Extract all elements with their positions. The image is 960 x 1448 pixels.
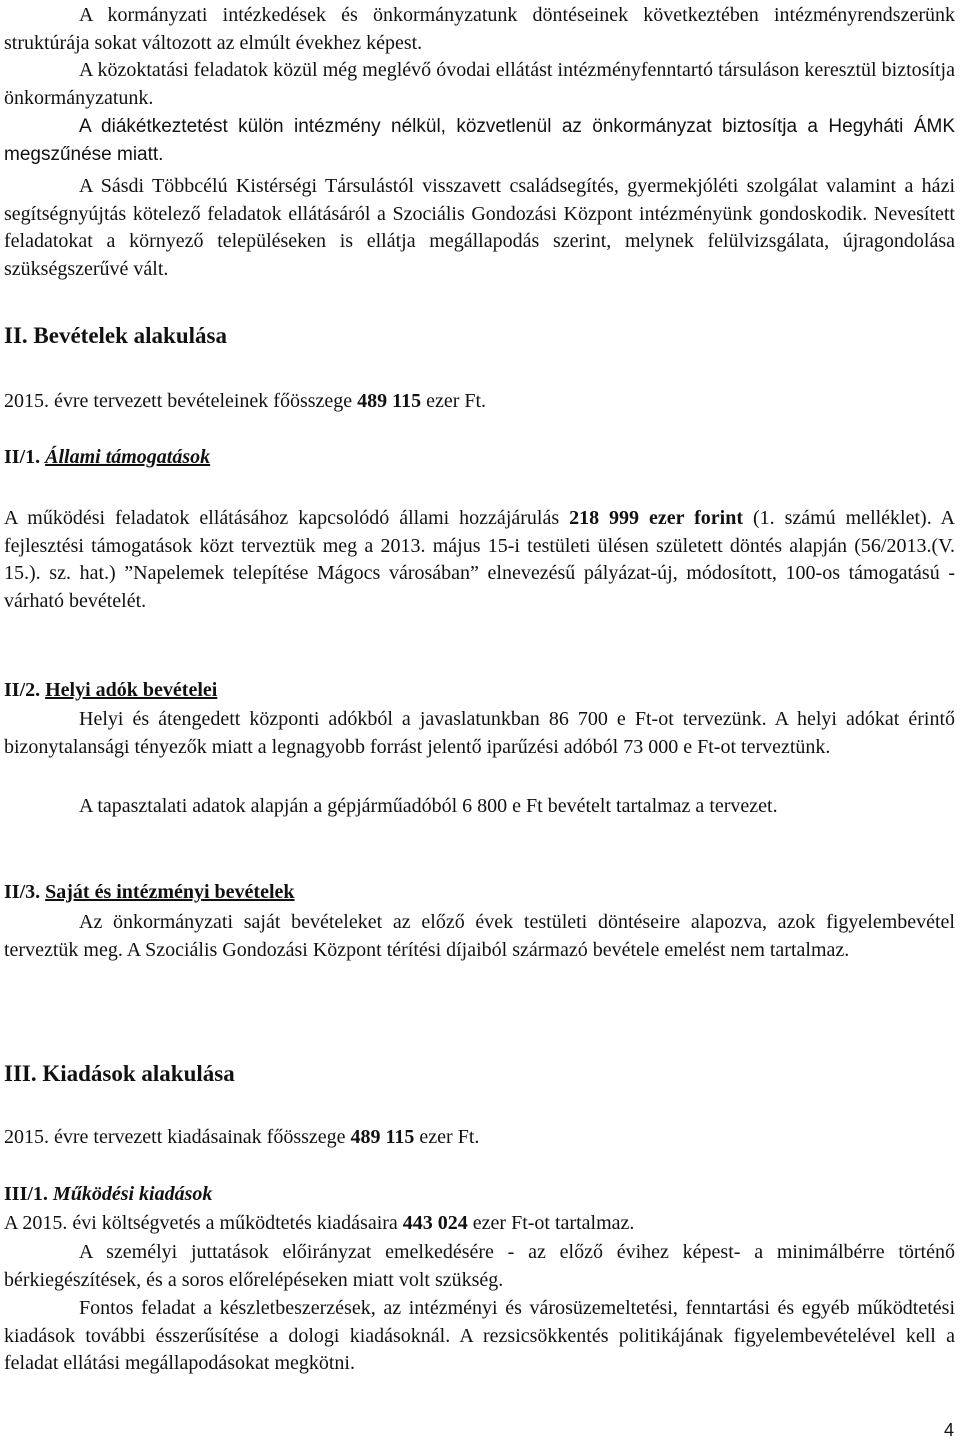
revenue-total-line bbox=[4, 388, 486, 415]
text-segment: A 2015. évi költségvetés a működtetés kiadásaira bbox=[4, 1212, 403, 1234]
section-heading-revenues: II. Bevételek alakulása bbox=[4, 323, 227, 348]
subheading-title: Helyi adók bevételei bbox=[45, 679, 218, 701]
paragraph-vehicle-tax: A tapasztalati adatok alapján a gépjárműadóból 6 800 e Ft bevételt tartalmaz a tervezet. bbox=[79, 795, 778, 817]
text-segment: (1. számú melléklet). A fejlesztési támogatások közt terveztük meg a 2013. május 15-i testületi ülésen született döntés alapján (56/2013.(V. 15.). sz. hat.) ”Napelemek telepítése Mágocs városában” elnevezésű pályázat-új, módosított, 100-os támogatású - várható bevételét. bbox=[4, 507, 956, 612]
subheading-number: II/2. bbox=[4, 679, 46, 701]
expenditure-total-value: 489 115 bbox=[350, 1126, 415, 1148]
state-contribution-amount: 218 999 ezer forint bbox=[569, 507, 743, 529]
subheading-operating-expenses bbox=[4, 1181, 212, 1208]
expenditure-total-line bbox=[4, 1124, 479, 1151]
paragraph-local-taxes: Helyi és átengedett központi adókból a javaslatunkban 86 700 e Ft-ot tervezünk. A helyi adókat érintő bizonytalansági tényezők miatt a legnagyobb forrást jelentő iparűzési adóból 73 000 e Ft-ot terveztünk. bbox=[4, 708, 955, 758]
paragraph-state-contribution bbox=[4, 505, 955, 615]
operating-expense-line bbox=[4, 1210, 634, 1237]
paragraph-cost-reduction: Fontos feladat a készletbeszerzések, az intézményi és városüzemeltetési, fenntartási és egyéb működtetési kiadások további ésszerűsítése a dologi kiadásoknál. A rezsicsökkentés politikájának figyelembevételével kell a feladat ellátási megállapodásokat megkötni. bbox=[4, 1297, 955, 1375]
operating-expense-amount: 443 024 bbox=[402, 1212, 468, 1234]
subheading-number: II/1. bbox=[4, 446, 46, 468]
subheading-title: Saját és intézményi bevételek bbox=[45, 881, 295, 903]
text-segment: ezer Ft-ot tartalmaz. bbox=[467, 1212, 635, 1234]
paragraph-student-meals: A diákétkeztetést külön intézmény nélkül, közvetlenül az önkormányzat biztosítja a Hegyháti ÁMK megszűnése miatt. bbox=[4, 116, 955, 165]
revenue-total-prefix: 2015. évre tervezett bevételeinek főösszege bbox=[4, 390, 358, 412]
subheading-own-revenues bbox=[4, 879, 295, 906]
subheading-title: Működési kiadások bbox=[52, 1183, 213, 1205]
expenditure-total-prefix: 2015. évre tervezett kiadásainak főösszege bbox=[4, 1126, 351, 1148]
subheading-state-support bbox=[4, 444, 210, 471]
paragraph-kindergarten: A közoktatási feladatok közül még meglévő óvodai ellátást intézményfenntartó társuláson keresztül biztosítja önkormányzatunk. bbox=[4, 59, 955, 109]
text-segment: A működési feladatok ellátásához kapcsolódó állami hozzájárulás bbox=[4, 507, 570, 529]
subheading-number: III/1. bbox=[4, 1183, 53, 1205]
page-number: 4 bbox=[943, 1420, 954, 1440]
paragraph-institutional-structure: A kormányzati intézkedések és önkormányzatunk döntéseinek következtében intézményrendszerünk struktúrája sokat változott az elmúlt évekhez képest. bbox=[4, 4, 955, 54]
paragraph-personnel-costs: A személyi juttatások előirányzat emelkedésére - az előző évihez képest- a minimálbérre történő bérkiegészítések, és a soros előrelépéseken miatt volt szükség. bbox=[4, 1241, 955, 1291]
paragraph-social-services: A Sásdi Többcélú Kistérségi Társulástól visszavett családsegítés, gyermekjóléti szolgálat valamint a házi segítségnyújtás kötelező feladatok ellátásáról a Szociális Gondozási Központ intézményünk gondoskodik. Nevesített feladatokat a környező településeken is ellátja megállapodás szerint, melynek felülvizsgálata, újragondolása szükségszerűvé vált. bbox=[4, 175, 955, 280]
revenue-total-suffix: ezer Ft. bbox=[421, 390, 487, 412]
revenue-total-value: 489 115 bbox=[357, 390, 422, 412]
section-heading-expenditures: III. Kiadások alakulása bbox=[4, 1061, 235, 1086]
expenditure-total-suffix: ezer Ft. bbox=[414, 1126, 480, 1148]
subheading-number: II/3. bbox=[4, 881, 46, 903]
subheading-local-taxes bbox=[4, 677, 217, 704]
subheading-title: Állami támogatások bbox=[45, 446, 211, 468]
paragraph-own-revenues: Az önkormányzati saját bevételeket az előző évek testületi döntéseire alapozva, azok figyelembevétel terveztük meg. A Szociális Gondozási Központ térítési díjaiból származó bevétele emelést nem tartalmaz. bbox=[4, 911, 955, 961]
